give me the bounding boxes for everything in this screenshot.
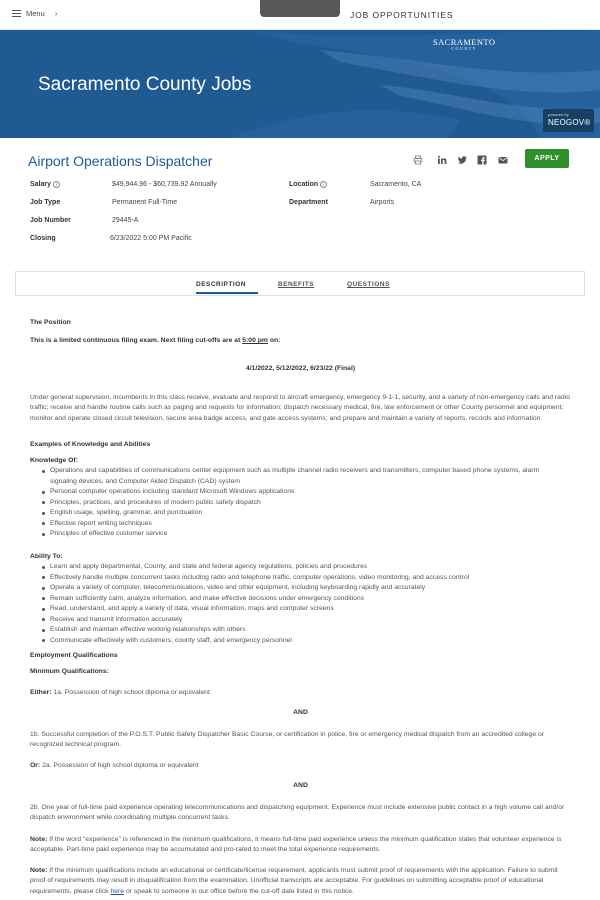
either-label: Either:: [30, 689, 52, 696]
county-logo-tab[interactable]: [260, 0, 340, 17]
filing-time: 5:00 pm: [242, 337, 268, 344]
tab-questions[interactable]: QUESTIONS: [347, 281, 390, 288]
filing-dates: 4/1/2022, 5/12/2022, 6/23/22 (Final): [245, 365, 356, 372]
info-icon[interactable]: i: [320, 181, 327, 188]
job-type-label: Job Type: [30, 199, 61, 206]
knowledge-list: [50, 466, 565, 540]
logo-line2: COUNTY: [451, 46, 478, 51]
list-item: Operate a variety of computer, telecommunications, video and other equipment, including keyboarding rapidly and accurately: [50, 583, 565, 594]
sacramento-county-logo: [433, 37, 495, 51]
linkedin-icon[interactable]: [437, 155, 447, 165]
list-item: Read, understand, and apply a variety of data, visual information, maps and computer screens: [50, 604, 565, 615]
filing-notice: [30, 336, 280, 346]
salary-value: $49,944.96 - $60,739.92 Annually: [112, 181, 217, 188]
facebook-icon[interactable]: [477, 155, 487, 165]
banner-title: Sacramento County Jobs: [38, 74, 252, 95]
list-item: Principles of effective customer service: [50, 529, 565, 540]
chevron-right-icon: ›: [54, 9, 58, 18]
neogov-text: NEOGOV®: [548, 118, 591, 127]
powered-by-text: powered by: [548, 112, 569, 117]
filing-text-pre: This is a limited continuous filing exam. Next filing cut-offs are at: [30, 337, 243, 344]
tab-benefits[interactable]: BENEFITS: [278, 281, 315, 288]
nav-title: JOB OPPORTUNITIES: [350, 10, 454, 20]
and-separator: AND: [293, 709, 308, 716]
examples-heading: Examples of Knowledge and Abilities: [30, 441, 151, 448]
employment-heading: Employment Qualifications: [30, 652, 118, 659]
apply-button[interactable]: APPLY: [525, 149, 569, 168]
closing-label: Closing: [30, 235, 56, 242]
note-education-text: If the minimum qualifications include an educational or certificate/license requirement, applicants must submit proof of requirements with the application. Failure to submit proof of requirements may result in disqualification from the examination. Unofficial transcripts are acceptable. For guidelines on submitting acceptable proof of educational requirements, please click: [30, 867, 558, 895]
list-item: Remain sufficiently calm, analyze information, and make effective decisions under emergency conditions: [50, 594, 565, 605]
closing-value: 6/23/2022 5:00 PM Pacific: [110, 235, 192, 242]
ability-list: [50, 562, 565, 646]
salary-label-text: Salary: [30, 181, 52, 188]
header-banner: [0, 30, 600, 138]
list-item: Receive and transmit information accurately: [50, 615, 565, 626]
menu-button[interactable]: [12, 9, 57, 18]
logo-line1: SACRAMENTO: [433, 37, 496, 47]
and-separator: AND: [293, 782, 308, 789]
qualification-2a-text: 2a. Possession of high school diploma or equivalent: [40, 762, 199, 769]
neogov-badge[interactable]: [543, 109, 594, 132]
list-item: Effective report writing techniques: [50, 519, 565, 530]
list-item: Effectively handle multiple concurrent tasks including radio and telephone traffic, computer operations, video monitoring, and access control: [50, 573, 565, 584]
qualification-2b: 2b. One year of full-time paid experience operating telecommunications and dispatching equipment. Experience must include extensive public contact in a high volume call and/or dispatch environment while coordinating multiple concurrent tasks.: [30, 804, 565, 822]
list-item: Personal computer operations including standard Microsoft Windows applications: [50, 487, 565, 498]
list-item: Establish and maintain effective working relationships with others: [50, 625, 565, 636]
list-item: Principles, practices, and procedures of modern public safety dispatch: [50, 498, 565, 509]
job-title: Airport Operations Dispatcher: [28, 153, 213, 169]
tab-bar: [15, 271, 585, 296]
email-icon[interactable]: [498, 155, 508, 165]
hamburger-icon: [12, 10, 21, 17]
job-number-value: 29445-A: [112, 217, 139, 224]
qualification-1a-text: 1a. Possession of high school diploma or equivalent: [51, 689, 210, 696]
info-icon[interactable]: i: [53, 181, 60, 188]
ability-heading: Ability To:: [30, 553, 63, 560]
job-type-value: Permanent Full-Time: [112, 199, 178, 206]
menu-label: Menu: [26, 9, 45, 18]
location-label: [289, 181, 327, 188]
printer-icon[interactable]: [413, 155, 423, 165]
minimum-heading: Minimum Qualifications:: [30, 668, 109, 675]
knowledge-heading: Knowledge Of:: [30, 457, 78, 464]
position-intro: Under general supervision, incumbents in this class receive, evaluate and respond to aircraft emergency, emergency 9-1-1, security, and a variety of non-emergency calls and radio traffic; receive and handle routine calls such as paging and requests for information; dispatch necessary medical, fire, law enforcement or other County personnel and equipment; monitor and operate closed circuit television, secure area badge access, and gate access systems; and prepare and maintain a variety of reports, records and information.: [30, 394, 570, 422]
department-label: Department: [289, 199, 328, 206]
note-label: Note:: [30, 836, 48, 843]
job-number-label: Job Number: [30, 217, 71, 224]
active-tab-indicator: [196, 292, 258, 294]
tab-description[interactable]: DESCRIPTION: [196, 281, 246, 288]
location-label-text: Location: [289, 181, 319, 188]
position-heading: The Position: [30, 319, 71, 326]
location-value: Sacramento, CA: [370, 181, 422, 188]
top-nav: [0, 0, 600, 30]
note-experience: [30, 835, 575, 856]
qualification-2a: [30, 761, 199, 771]
note-experience-text: If the word "experience" is referenced in the minimum qualifications, it means full-time paid experience unless the minimum qualification states that volunteer experience is acceptable. Part-time paid experience may be accumulated and pro-rated to meet the total experience requirements.: [30, 836, 562, 854]
list-item: Learn and apply departmental, County, and state and federal agency regulations, policies and procedures: [50, 562, 565, 573]
list-item: English usage, spelling, grammar, and punctuation: [50, 508, 565, 519]
twitter-icon[interactable]: [457, 155, 467, 165]
note-education: [30, 866, 575, 897]
qualification-1b: 1b. Successful completion of the P.O.S.T. Public Safety Dispatcher Basic Course, or certification in police, fire or emergency medical dispatch from an accredited college or recognized technical program.: [30, 731, 545, 749]
department-value: Airports: [370, 199, 395, 206]
or-label: Or:: [30, 762, 41, 769]
filing-text-post: on:: [267, 337, 281, 344]
list-item: Operations and capabilities of communications center equipment such as multiple channel radio receivers and transmitters, computer based phone systems, alarm signaling devices, and Computer Aided Dispatch (CAD) system: [50, 466, 565, 487]
note-education-text-end: or speak to someone in our office before the cut-off date listed in this notice.: [124, 887, 354, 895]
list-item: Communicate effectively with customers, county staff, and emergency personnel: [50, 636, 565, 647]
note-label: Note:: [30, 867, 48, 874]
salary-label: [30, 181, 60, 188]
qualification-1a: [30, 688, 210, 698]
here-link[interactable]: here: [110, 887, 125, 895]
